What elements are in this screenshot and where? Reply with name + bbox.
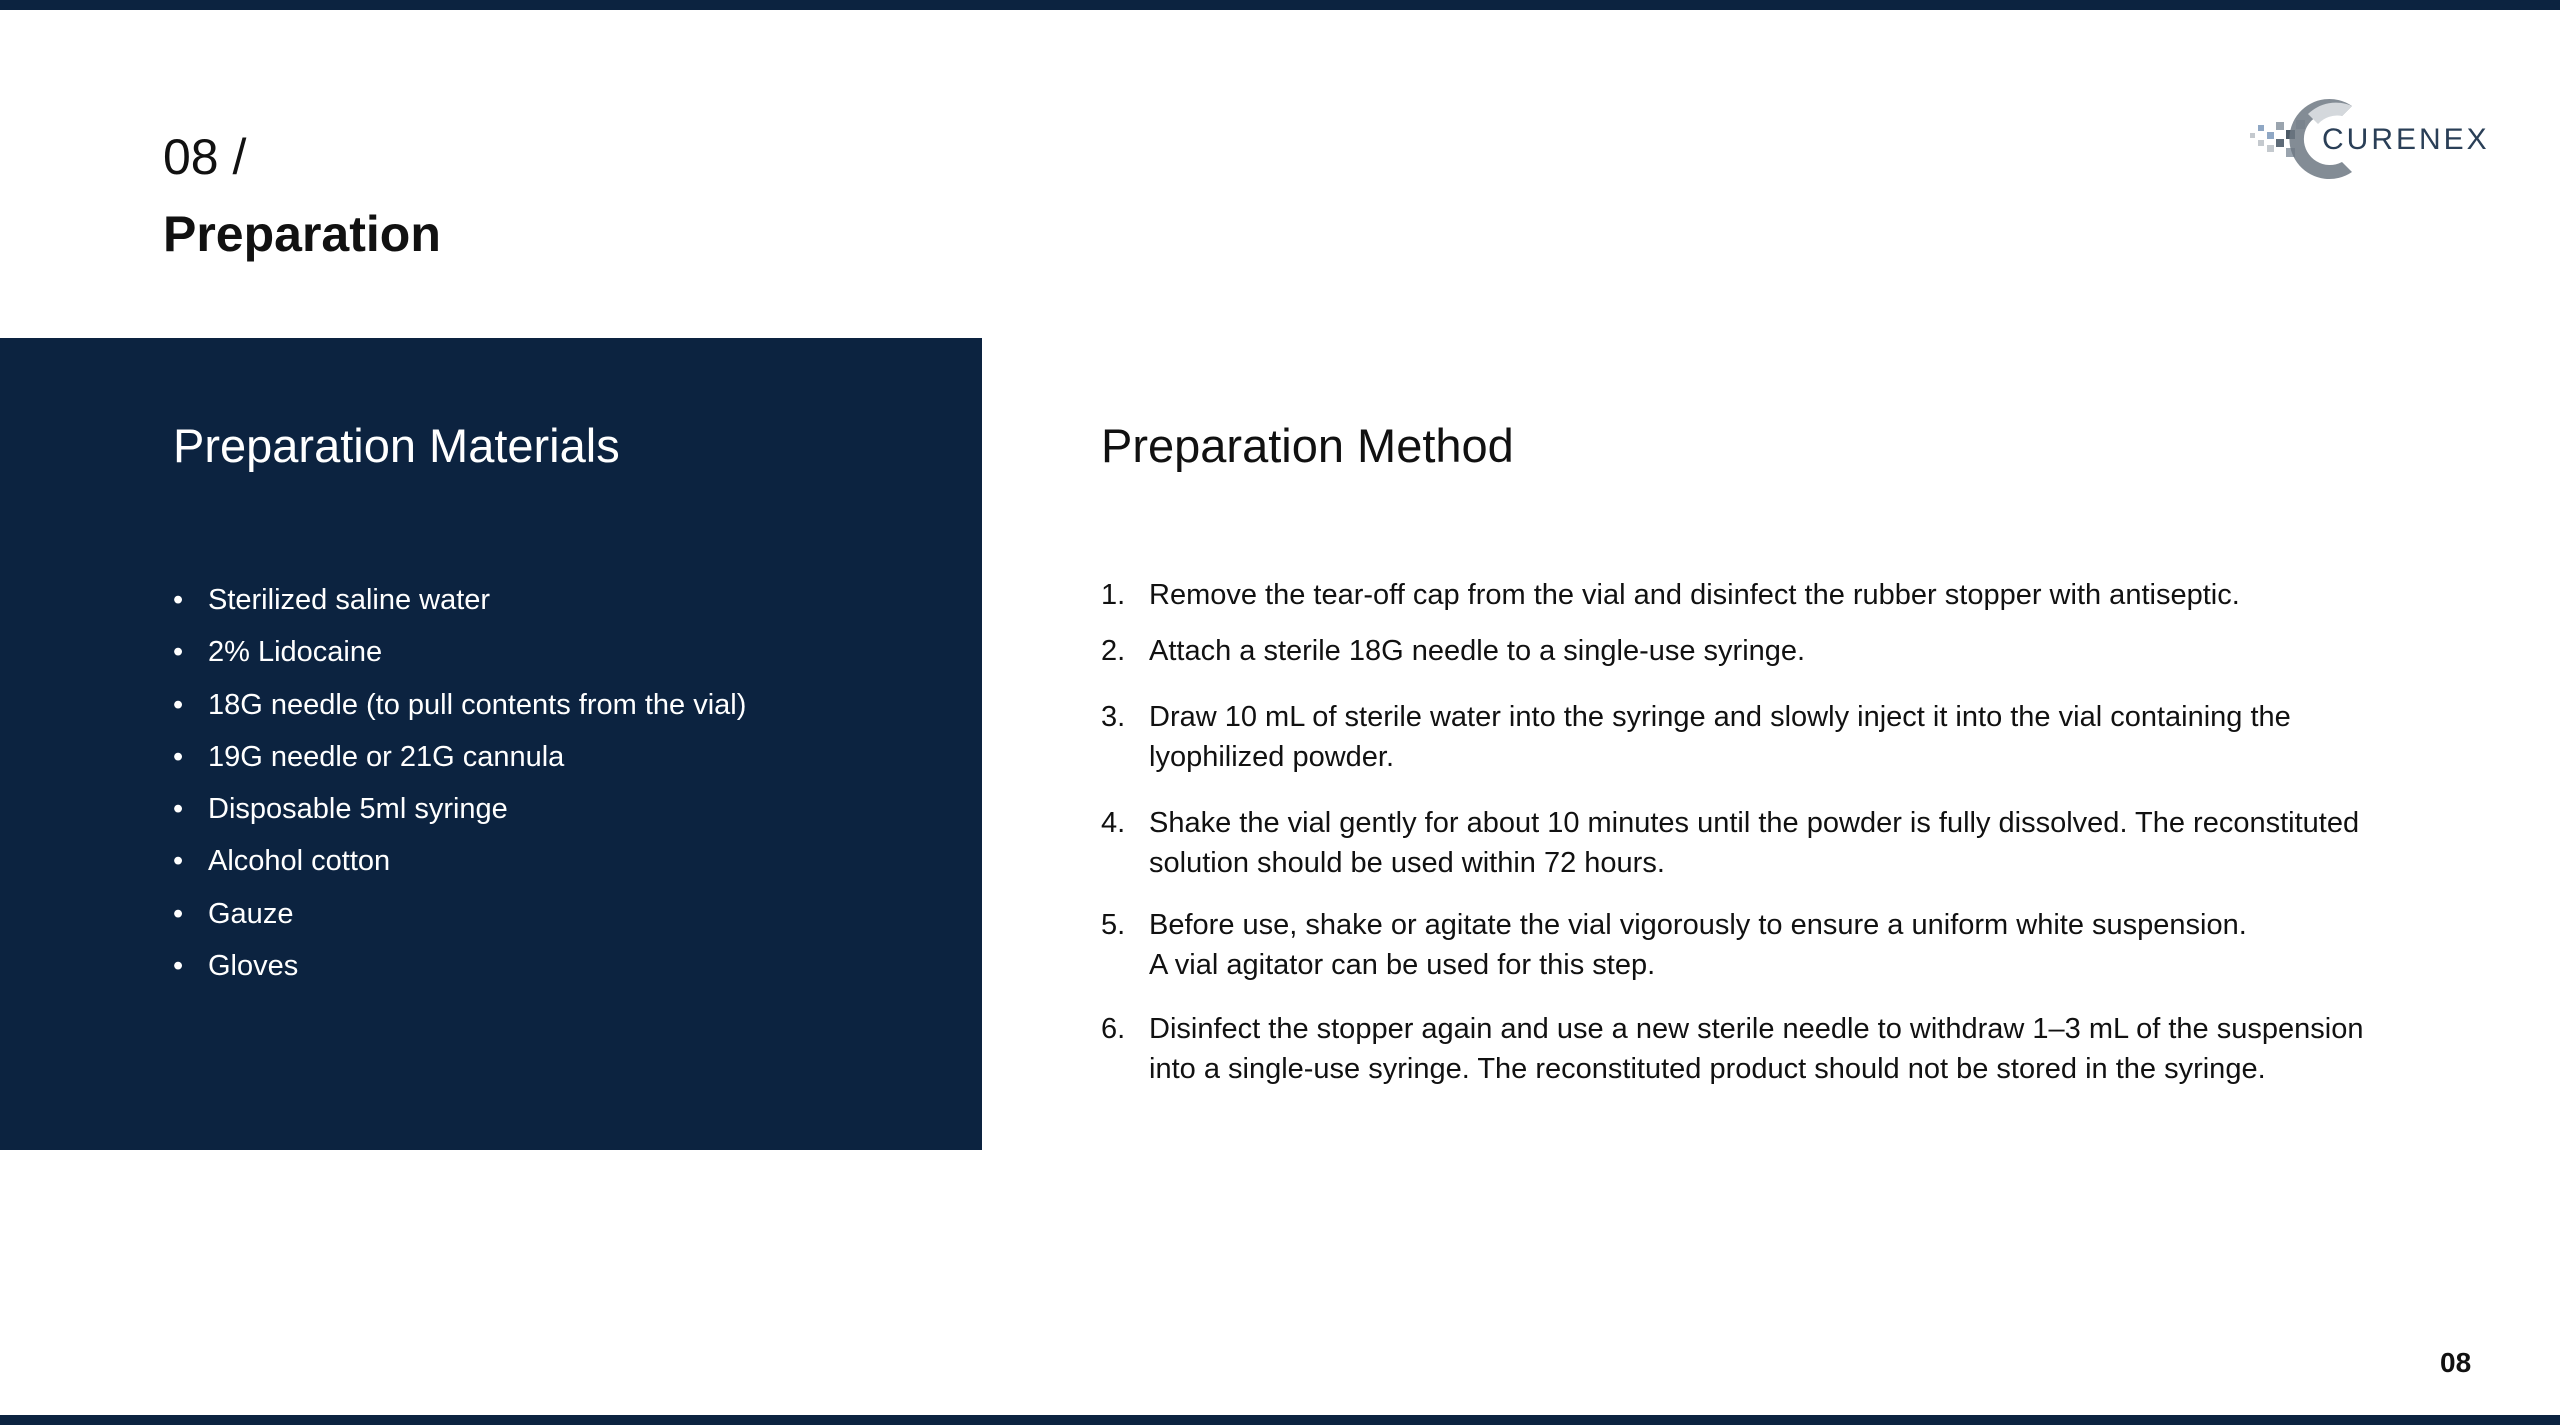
bottom-accent-bar — [0, 1415, 2560, 1425]
step-text-line: into a single-use syringe. The reconstituted product should not be stored in the syringe. — [1149, 1053, 2266, 1085]
step-number: 5. — [1101, 909, 1126, 941]
bullet: • — [173, 584, 184, 616]
material-text: 18G needle (to pull contents from the vial) — [208, 688, 747, 721]
list-item — [173, 731, 746, 783]
step-text-line: Remove the tear-off cap from the vial and disinfect the rubber stopper with antiseptic. — [1149, 579, 2240, 611]
method-heading: Preparation Method — [1101, 419, 1514, 472]
step-text-line: Attach a sterile 18G needle to a single-use syringe. — [1149, 635, 1806, 667]
step-text-line: Shake the vial gently for about 10 minutes until the powder is fully dissolved. The reconstituted — [1149, 807, 2360, 839]
list-item — [173, 626, 746, 678]
step-number: 2. — [1101, 635, 1126, 667]
list-item — [173, 888, 746, 940]
step-text-line: A vial agitator can be used for this step. — [1149, 949, 1656, 981]
material-text: 2% Lidocaine — [208, 636, 383, 669]
step-text-line: Draw 10 mL of sterile water into the syringe and slowly inject it into the vial containing the — [1149, 701, 2291, 733]
material-text: Alcohol cotton — [208, 845, 391, 878]
method-step-3 — [1101, 697, 2291, 777]
bullet: • — [173, 897, 184, 930]
bullet: • — [173, 688, 184, 721]
materials-heading: Preparation Materials — [173, 419, 620, 472]
list-item — [173, 783, 746, 835]
method-step-4 — [1101, 803, 2359, 883]
step-number: 3. — [1101, 701, 1126, 733]
method-step-1 — [1101, 575, 2240, 615]
step-number: 4. — [1101, 807, 1126, 839]
material-text: Gloves — [208, 950, 299, 983]
list-item — [173, 940, 746, 992]
step-text-line: Disinfect the stopper again and use a new sterile needle to withdraw 1–3 mL of the suspension — [1149, 1013, 2364, 1045]
page-number: 08 — [2440, 1347, 2472, 1378]
bullet: • — [173, 793, 184, 826]
material-text: Sterilized saline water — [208, 584, 491, 616]
bullet: • — [173, 845, 184, 878]
bullet: • — [173, 740, 184, 773]
method-step-2 — [1101, 631, 1805, 671]
material-text: 19G needle or 21G cannula — [208, 740, 565, 773]
method-step-6 — [1101, 1009, 2363, 1089]
materials-list — [173, 574, 746, 992]
step-number: 1. — [1101, 579, 1126, 611]
logo-wordmark: CURENEX — [2322, 123, 2490, 156]
bullet: • — [173, 636, 184, 669]
list-item — [173, 574, 746, 626]
step-number: 6. — [1101, 1013, 1126, 1045]
step-text-line: Before use, shake or agitate the vial vigorously to ensure a uniform white suspension. — [1149, 909, 2247, 941]
list-item — [173, 679, 746, 731]
material-text: Disposable 5ml syringe — [208, 793, 508, 826]
top-accent-bar — [0, 0, 2560, 10]
material-text: Gauze — [208, 897, 294, 930]
bullet: • — [173, 950, 184, 983]
step-text-line: lyophilized powder. — [1149, 741, 1395, 773]
section-number: 08 / — [163, 129, 247, 185]
list-item — [173, 835, 746, 887]
method-step-5 — [1101, 905, 2247, 985]
page-title: Preparation — [163, 206, 441, 262]
step-text-line: solution should be used within 72 hours. — [1149, 847, 1665, 879]
